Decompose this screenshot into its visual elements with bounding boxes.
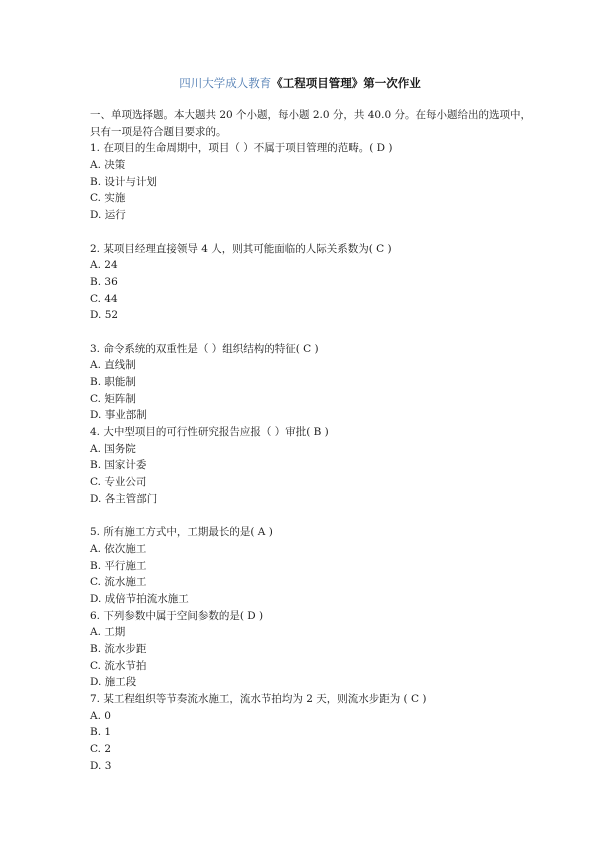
option: C. 流水节拍 <box>90 659 147 672</box>
option: D. 52 <box>90 309 119 322</box>
option: C. 流水施工 <box>90 576 147 589</box>
option: C. 实施 <box>90 192 126 205</box>
spacer <box>90 324 530 341</box>
option: C. 专业公司 <box>90 476 147 489</box>
question-stem: 1. 在项目的生命周期中，项目（ ）不属于项目管理的范畴。( D ) <box>90 142 393 155</box>
page-title <box>0 75 600 91</box>
option: B. 1 <box>90 726 112 739</box>
question-stem: 5. 所有施工方式中，工期最长的是( A ) <box>90 526 273 539</box>
option: D. 施工段 <box>90 676 137 689</box>
question-3 <box>90 341 530 424</box>
section-heading-line-2: 只有一项是符合题目要求的。 <box>90 125 227 138</box>
spacer <box>90 224 530 241</box>
option: B. 36 <box>90 275 118 288</box>
question-stem: 7. 某工程组织等节奏流水施工，流水节拍均为 2 天，则流水步距为 ( C ) <box>90 693 427 706</box>
spacer <box>90 508 530 525</box>
question-1 <box>90 140 530 223</box>
question-stem: 3. 命令系统的双重性是（ ）组织结构的特征( C ) <box>90 342 319 355</box>
option: A. 直线制 <box>90 359 136 372</box>
question-stem: 4. 大中型项目的可行性研究报告应报（ ）审批( B ) <box>90 426 329 439</box>
option: D. 3 <box>90 759 112 772</box>
question-stem: 2. 某项目经理直接领导 4 人，则其可能面临的人际关系数为( C ) <box>90 242 392 255</box>
option: D. 运行 <box>90 209 126 222</box>
question-5 <box>90 524 530 607</box>
option: B. 国家计委 <box>90 459 147 472</box>
option: C. 矩阵制 <box>90 392 136 405</box>
title-part-1: 四川大学成人教育 <box>179 76 272 90</box>
section-heading-line-1: 一、单项选择题。本大题共 20 个小题，每小题 2.0 分，共 40.0 分。在每小题给出的选项中， <box>90 109 531 121</box>
option: B. 平行施工 <box>90 559 147 572</box>
question-4 <box>90 424 530 507</box>
option: D. 各主管部门 <box>90 492 158 505</box>
question-2 <box>90 241 530 324</box>
title-part-2: 《工程项目管理》第一次作业 <box>271 76 421 90</box>
option: C. 44 <box>90 292 118 305</box>
option: A. 24 <box>90 259 118 272</box>
option: A. 依次施工 <box>90 542 147 555</box>
option: D. 事业部制 <box>90 409 147 422</box>
option: C. 2 <box>90 743 112 756</box>
option: A. 0 <box>90 709 111 722</box>
question-stem: 6. 下列参数中属于空间参数的是( D ) <box>90 609 264 622</box>
option: D. 成倍节拍流水施工 <box>90 592 189 605</box>
option: B. 流水步距 <box>90 643 147 655</box>
question-6 <box>90 608 530 691</box>
document-body <box>90 107 530 775</box>
option: B. 设计与计划 <box>90 175 157 188</box>
option: A. 国务院 <box>90 442 136 455</box>
option: A. 决策 <box>90 159 126 172</box>
option: B. 职能制 <box>90 376 136 388</box>
question-7 <box>90 691 530 774</box>
option: A. 工期 <box>90 626 126 639</box>
